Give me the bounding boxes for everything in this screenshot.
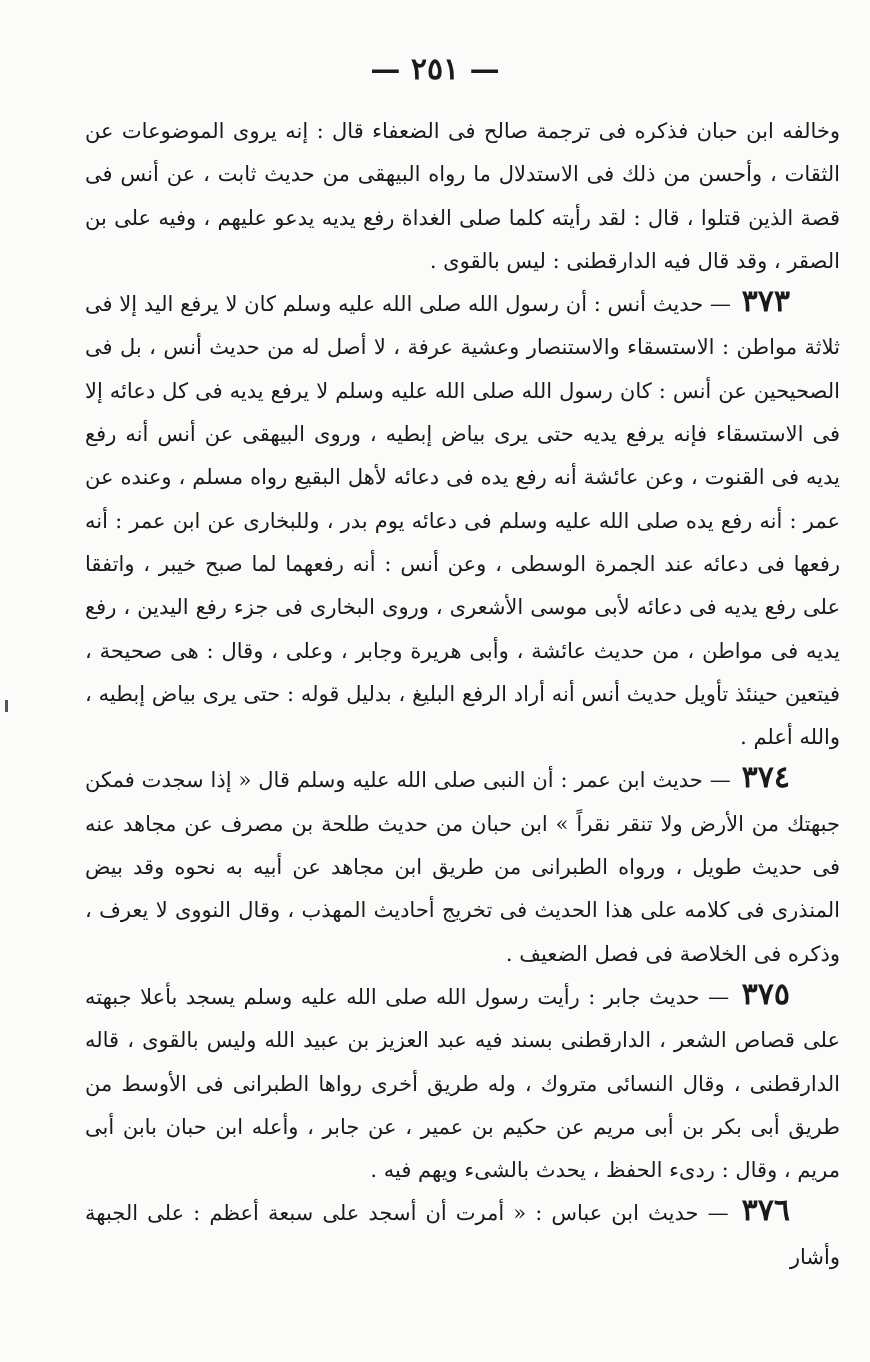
hadith-number: ٣٧٦ <box>741 1193 790 1229</box>
hadith-number: ٣٧٥ <box>741 976 790 1012</box>
paragraph-continuation <box>85 110 840 283</box>
paragraph-text: — حديث أنس : أن رسول الله صلى الله عليه وسلم كان لا يرفع اليد إلا فى ثلاثة مواطن : الاستسقاء والاستنصار وعشية عرفة ، لا أصل له من حديث أنس ، بل فى الصحيحين عن أنس : كان رسول الله صلى الله عليه وسلم لا يرفع يديه فى كل دعائه إلا فى الاستسقاء فإنه يرفع يديه حتى يرى بياض إبطيه ، وروى البيهقى عن أنس أنه رفع يديه فى القنوت ، وعن عائشة أنه رفع يده فى دعائه لأهل البقيع رواه مسلم ، وعنده عن عمر : أنه رفع يده صلى الله عليه وسلم فى دعائه يوم بدر ، وللبخارى عن ابن عمر : أنه رفعها فى دعائه عند الجمرة الوسطى ، وعن أنس : أنه رفعهما لما صبح خيبر ، واتفقا على رفع يديه فى دعائه لأبى موسى الأشعرى ، وروى البخارى فى جزء رفع اليدين ، رفع يديه فى مواطن ، من حديث عائشة ، وأبى هريرة وجابر ، وعلى ، وقال : هى صحيحة ، فيتعين حينئذ تأويل حديث أنس أنه أراد الرفع البليغ ، بدليل قوله : حتى يرى بياض إبطيه ، والله أعلم . <box>85 292 840 750</box>
paragraph-hadith-375 <box>85 976 840 1192</box>
page-body-text <box>85 110 840 1279</box>
paragraph-text: — حديث ابن عمر : أن النبى صلى الله عليه وسلم قال « إذا سجدت فمكن جبهتك من الأرض ولا تنقر نقراً » ابن حبان من حديث طلحة بن مصرف عن مجاهد عنه فى حديث طويل ، ورواه الطبرانى من طريق ابن مجاهد عن أبيه به نحوه وقد بيض المنذرى فى كلامه على هذا الحديث فى تخريج أحاديث المهذب ، وقال النووى لا يعرف ، وذكره فى الخلاصة فى فصل الضعيف . <box>85 768 840 966</box>
paragraph-hadith-374 <box>85 759 840 975</box>
hadith-number: ٣٧٣ <box>741 284 790 320</box>
page-number: — ٢٥١ — <box>370 52 500 87</box>
paragraph-hadith-373 <box>85 283 840 759</box>
paragraph-text: وخالفه ابن حبان فذكره فى ترجمة صالح فى الضعفاء قال : إنه يروى الموضوعات عن الثقات ، وأحسن من ذلك فى الاستدلال ما رواه البيهقى من حديث ثابت ، عن أنس فى قصة الذين قتلوا ، قال : لقد رأيته كلما صلى الغداة رفع يديه يدعو عليهم ، وفيه على بن الصقر ، وقد قال فيه الدارقطنى : ليس بالقوى . <box>85 119 841 273</box>
hadith-number: ٣٧٤ <box>741 760 790 796</box>
paragraph-hadith-376 <box>85 1192 840 1279</box>
paragraph-text: — حديث ابن عباس : « أمرت أن أسجد على سبعة أعظم : على الجبهة وأشار <box>85 1201 840 1269</box>
margin-scan-mark <box>5 700 8 712</box>
paragraph-text: — حديث جابر : رأيت رسول الله صلى الله عليه وسلم يسجد بأعلا جبهته على قصاص الشعر ، الدارقطنى بسند فيه عبد العزيز بن عبيد الله وليس بالقوى ، قاله الدارقطنى ، وقال النسائى متروك ، وله طريق أخرى رواها الطبرانى فى الأوسط من طريق أبى بكر بن أبى مريم عن حكيم بن عمير ، عن جابر ، وأعله ابن حبان بابن أبى مريم ، وقال : ردىء الحفظ ، يحدث بالشىء ويهم فيه . <box>85 984 840 1183</box>
